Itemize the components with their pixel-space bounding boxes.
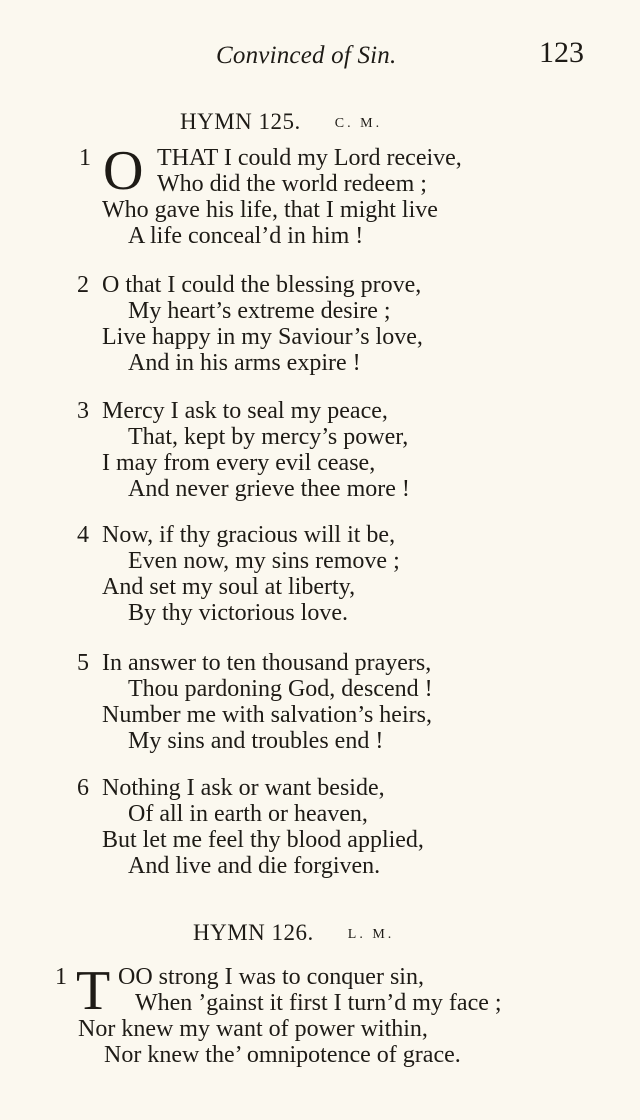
stanza-line: And never grieve thee more !	[128, 476, 410, 502]
stanza-number: 2	[77, 272, 89, 298]
stanza-line: And set my soul at liberty,	[102, 574, 356, 600]
stanza-line: Nothing I ask or want beside,	[102, 775, 385, 801]
stanza-line: I may from every evil cease,	[102, 450, 376, 476]
stanza-line: Who did the world redeem ;	[157, 171, 427, 197]
drop-cap: T	[76, 960, 111, 1022]
stanza-number: 1	[55, 964, 67, 990]
hymn-125-heading	[180, 109, 382, 135]
stanza-line: That, kept by mercy’s power,	[128, 424, 409, 450]
stanza-line: Live happy in my Saviour’s love,	[102, 324, 423, 350]
stanza-line: Who gave his life, that I might live	[102, 197, 438, 223]
drop-cap: O	[103, 140, 144, 202]
stanza-line: Mercy I ask to seal my peace,	[102, 398, 388, 424]
hymn-126-title: HYMN 126.	[193, 920, 314, 945]
stanza-line: O that I could the blessing prove,	[102, 272, 422, 298]
page-number: 123	[539, 36, 584, 69]
hymn-126-meter: L. M.	[347, 927, 395, 942]
stanza-line: In answer to ten thousand prayers,	[102, 650, 432, 676]
stanza-number: 6	[77, 775, 89, 801]
hymn-125-title: HYMN 125.	[180, 109, 301, 134]
running-head: Convinced of Sin.	[216, 42, 397, 69]
stanza-line: Now, if thy gracious will it be,	[102, 522, 396, 548]
stanza-number: 1	[79, 145, 91, 171]
stanza-line: Even now, my sins remove ;	[128, 548, 400, 574]
stanza-line: And live and die forgiven.	[128, 853, 381, 879]
stanza-line: Of all in earth or heaven,	[128, 801, 368, 827]
stanza-line: But let me feel thy blood applied,	[102, 827, 424, 853]
stanza-line: Nor knew the’ omnipotence of grace.	[104, 1042, 461, 1068]
stanza-line: OO strong I was to conquer sin,	[118, 964, 424, 990]
stanza-number: 5	[77, 650, 89, 676]
stanza-line: When ’gainst it first I turn’d my face ;	[135, 990, 502, 1016]
stanza-line: Nor knew my want of power within,	[78, 1016, 428, 1042]
stanza-line: THAT I could my Lord receive,	[157, 145, 462, 171]
hymn-125-meter: C. M.	[334, 116, 383, 131]
stanza-line: And in his arms expire !	[128, 350, 361, 376]
stanza-number: 4	[77, 522, 89, 548]
stanza-line: By thy victorious love.	[128, 600, 348, 626]
stanza-line: Number me with salvation’s heirs,	[102, 702, 432, 728]
stanza-line: My sins and troubles end !	[128, 728, 384, 754]
stanza-line: Thou pardoning God, descend !	[128, 676, 433, 702]
stanza-line: A life conceal’d in him !	[128, 223, 364, 249]
hymn-126-heading	[193, 920, 394, 946]
stanza-number: 3	[77, 398, 89, 424]
stanza-line: My heart’s extreme desire ;	[128, 298, 391, 324]
